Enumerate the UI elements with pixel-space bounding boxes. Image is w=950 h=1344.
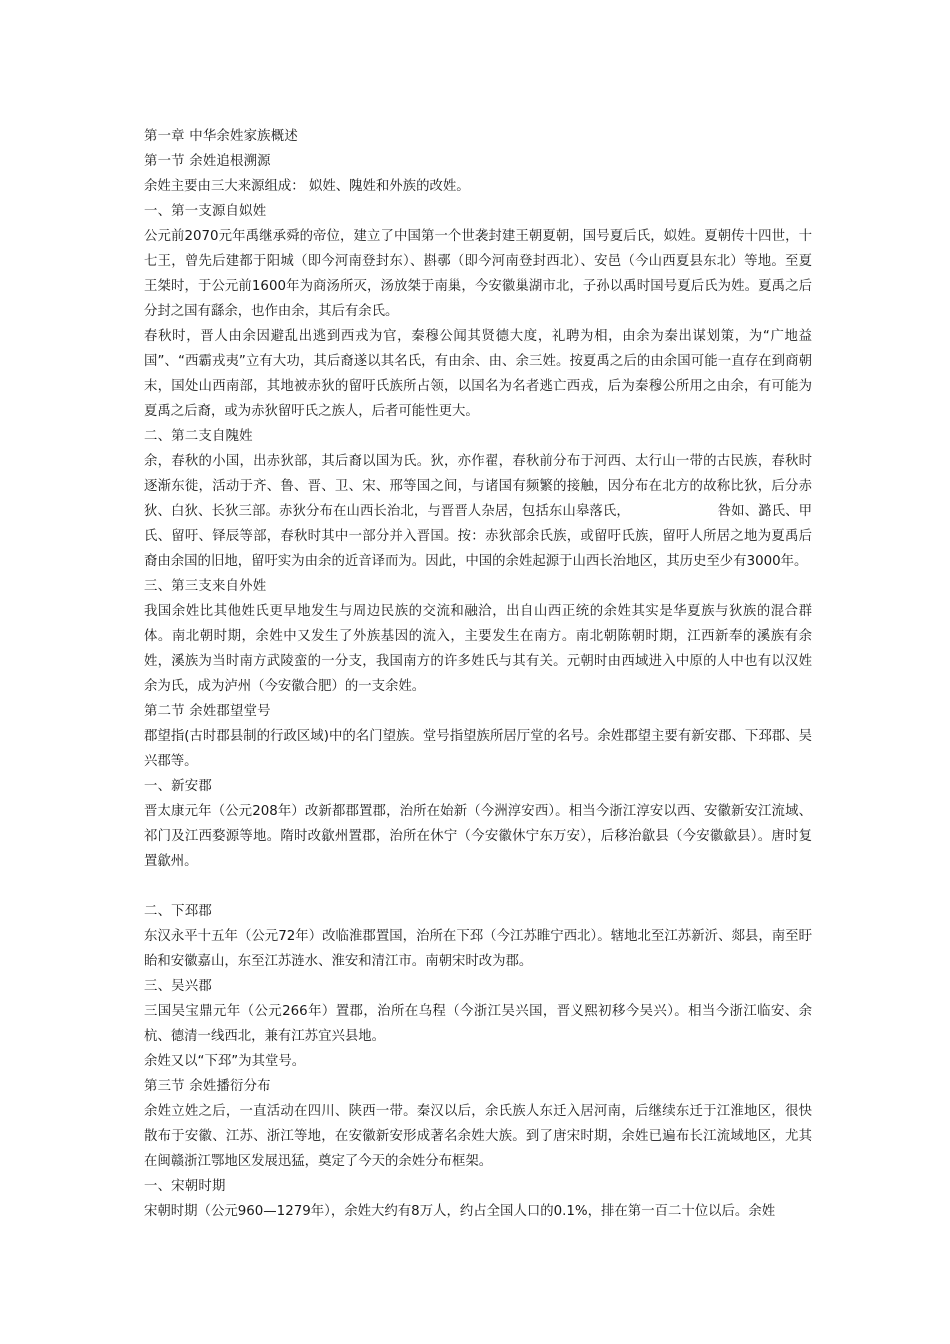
section-2-sub-2-title: 二、下邳郡 (144, 904, 212, 919)
chapter-title: 第一章 中华余姓家族概述 (144, 129, 298, 144)
section-2-hall-name: 余姓又以“下邳”为其堂号。 (144, 1054, 306, 1069)
section-2-intro: 郡望指(古时郡县制的行政区域)中的名门望族。堂号指望族所居厅堂的名号。余姓郡望主要有新安郡、下邳郡、吴兴郡等。 (144, 729, 812, 769)
section-2-sub-1-paragraph-1: 晋太康元年（公元208年）改新都郡置郡，治所在始新（今洲淳安西）。相当今浙江淳安以西、安徽新安江流域、祁门及江西婺源等地。隋时改歙州置郡，治所在休宁（今安徽休宁东万安），后移治歙县（今安徽歙县）。唐时复置歙州。 (144, 804, 812, 869)
document-page (144, 124, 812, 1224)
section-1-title: 第一节 余姓追根溯源 (144, 154, 271, 169)
section-3-title: 第三节 余姓播衍分布 (144, 1079, 271, 1094)
section-1-sub-3-title: 三、第三支来自外姓 (144, 579, 267, 594)
blank-line (144, 874, 812, 899)
section-1-intro: 余姓主要由三大来源组成： 姒姓、隗姓和外族的改姓。 (144, 179, 470, 194)
section-2-sub-3-title: 三、吴兴郡 (144, 979, 212, 994)
section-3-intro: 余姓立姓之后，一直活动在四川、陕西一带。秦汉以后，余氏族人东迁入居河南，后继续东迁于江淮地区，很快散布于安徽、江苏、浙江等地，在安徽新安形成著名余姓大族。到了唐宋时期，余姓已遍布长江流域地区，尤其在闽赣浙江鄂地区发展迅猛，奠定了今天的余姓分布框架。 (144, 1104, 812, 1169)
section-2-sub-1-title: 一、新安郡 (144, 779, 212, 794)
section-1-sub-1-paragraph-1: 公元前2070元年禹继承舜的帝位，建立了中国第一个世袭封建王朝夏朝，国号夏后氏，姒姓。夏朝传十四世，十七王，曾先后建都于阳城（即今河南登封东）、斟鄩（即今河南登封西北）、安邑（今山西夏县东北）等地。至夏王桀时，于公元前1600年为商汤所灭，汤放桀于南巢，今安徽巢湖市北，子孙以禹时国号夏后氏为姓。夏禹之后分封之国有繇余，也作由余，其后有余氏。 (144, 229, 812, 319)
section-3-sub-1-title: 一、宋朝时期 (144, 1179, 226, 1194)
section-2-sub-3-paragraph-1: 三国吴宝鼎元年（公元266年）置郡，治所在乌程（今浙江吴兴国，晋义熙初移今吴兴）。相当今浙江临安、余杭、德清一线西北，兼有江苏宜兴县地。 (144, 1004, 812, 1044)
section-1-sub-2-paragraph-1: 余，春秋的小国，出赤狄部，其后裔以国为氏。狄，亦作翟，春秋前分布于河西、太行山一带的古民族，春秋时逐渐东徙，活动于齐、鲁、晋、卫、宋、邢等国之间，与诸国有频繁的接触，因分布在北方的故称比狄，后分赤狄、白狄、长狄三部。赤狄分布在山西长治北，与晋晋人杂居，包括东山皋落氏， 咎如、潞氏、甲氏、留吁、铎辰等部，春秋时其中一部分并入晋国。按：赤狄部余氏族，或留吁氏族，留吁人所居之地为夏禹后裔由余国的旧地，留吁实为由余的近音译而为。因此，中国的余姓起源于山西长治地区，其历史至少有3000年。 (144, 454, 812, 569)
section-2-title: 第二节 余姓郡望堂号 (144, 704, 271, 719)
section-1-sub-1-title: 一、第一支源自姒姓 (144, 204, 267, 219)
section-1-sub-3-paragraph-1: 我国余姓比其他姓氏更早地发生与周边民族的交流和融洽，出自山西正统的余姓其实是华夏族与狄族的混合群体。南北朝时期，余姓中又发生了外族基因的流入，主要发生在南方。南北朝陈朝时期，江西新奉的溪族有余姓，溪族为当时南方武陵蛮的一分支，我国南方的许多姓氏与其有关。元朝时由西域进入中原的人中也有以汉姓余为氏，成为泸州（今安徽合肥）的一支余姓。 (144, 604, 812, 694)
section-1-sub-1-paragraph-2: 春秋时，晋人由余因避乱出逃到西戎为官，秦穆公闻其贤德大度，礼聘为相，由余为秦出谋划策，为“广地益国”、“西霸戎夷”立有大功，其后裔遂以其名氏，有由余、由、余三姓。按夏禹之后的由余国可能一直存在到商朝末，国处山西南部，其地被赤狄的留吁氏族所占领，以国名为名者逃亡西戎，后为秦穆公所用之由余，有可能为夏禹之后裔，或为赤狄留吁氏之族人，后者可能性更大。 (144, 329, 812, 419)
section-2-sub-2-paragraph-1: 东汉永平十五年（公元72年）改临淮郡置国，治所在下邳（今江苏睢宁西北）。辖地北至江苏新沂、郯县，南至盱眙和安徽嘉山，东至江苏涟水、淮安和清江市。南朝宋时改为郡。 (144, 929, 812, 969)
section-3-sub-1-paragraph-1: 宋朝时期（公元960—1279年），余姓大约有8万人，约占全国人口的0.1%，排在第一百二十位以后。余姓 (144, 1204, 776, 1219)
section-1-sub-2-title: 二、第二支自隗姓 (144, 429, 253, 444)
